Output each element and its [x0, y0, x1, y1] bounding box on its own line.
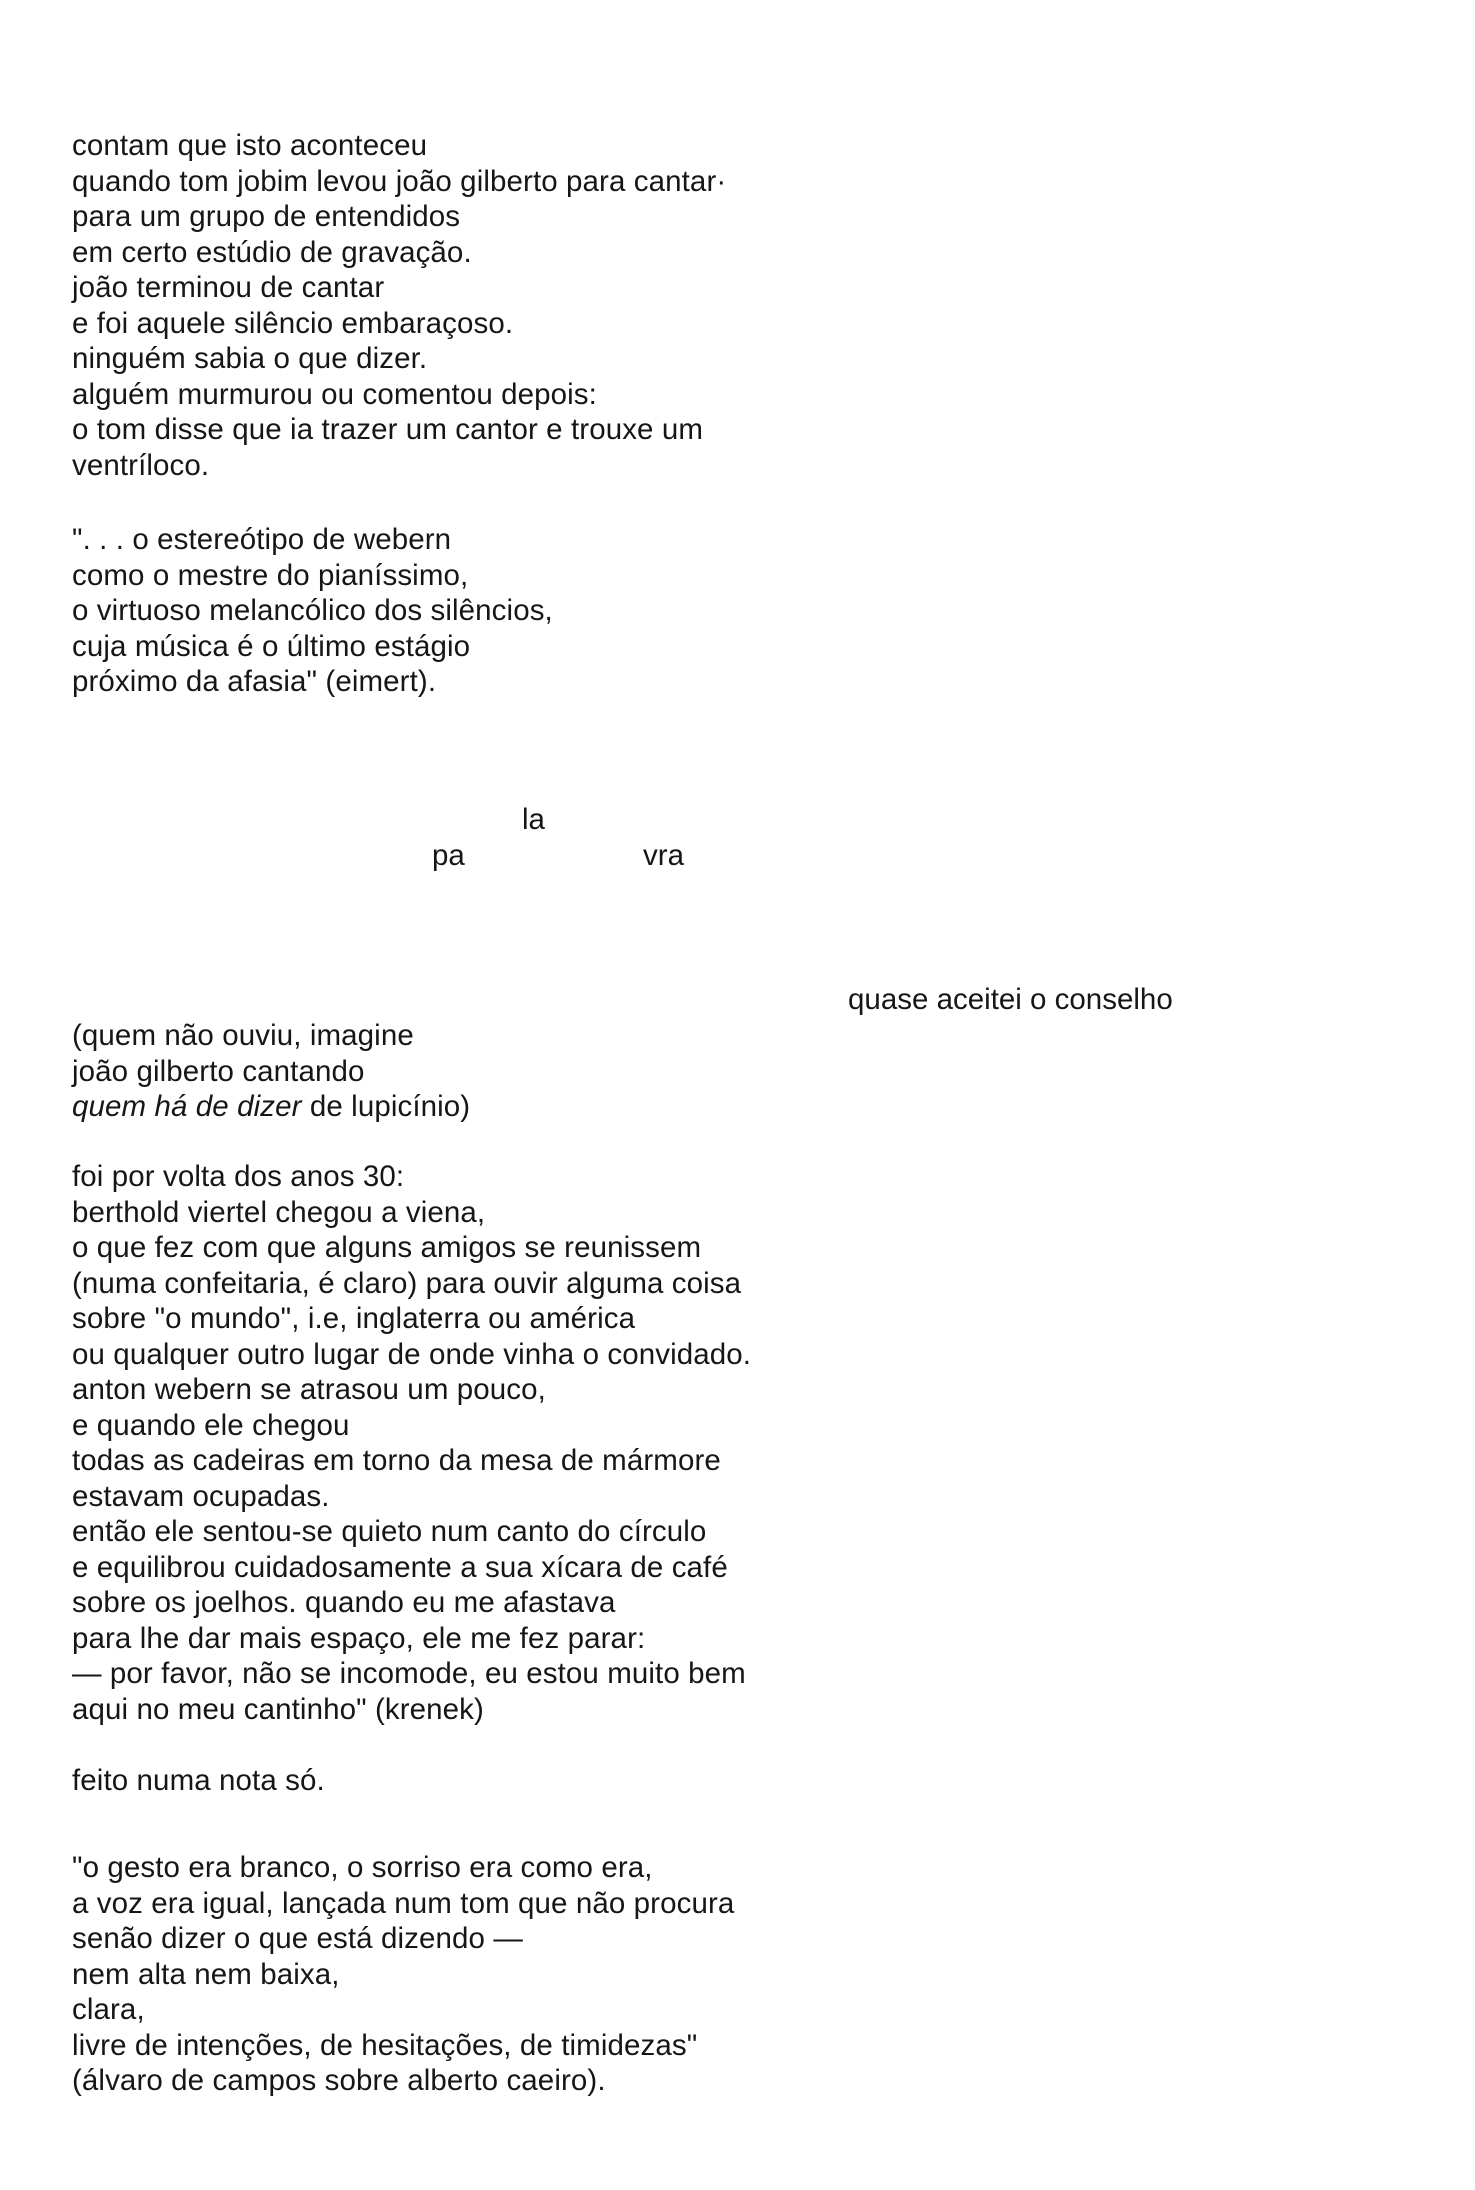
text-line: sobre "o mundo", i.e, inglaterra ou américa [72, 1302, 636, 1335]
text-line: todas as cadeiras em torno da mesa de mármore [72, 1444, 721, 1477]
text-line: contam que isto aconteceu [72, 129, 428, 162]
text-line: o que fez com que alguns amigos se reunissem [72, 1231, 702, 1264]
text-line: "o gesto era branco, o sorriso era como era, [72, 1851, 653, 1884]
text-line: ou qualquer outro lugar de onde vinha o convidado. [72, 1337, 752, 1371]
text-line: então ele sentou-se quieto num canto do círculo [72, 1515, 707, 1548]
text-line: o virtuoso melancólico dos silêncios, [72, 594, 553, 627]
text-line: livre de intenções, de hesitações, de timidezas" [72, 2028, 698, 2062]
stanza-joao-gilberto-story [72, 128, 726, 483]
stanza-eimert-quote [72, 522, 553, 700]
aside-note: quase aceitei o conselho [848, 983, 1173, 1016]
text-line: (quem não ouviu, imagine [72, 1019, 414, 1052]
text-line: senão dizer o que está dizendo — [72, 1922, 523, 1955]
text-line: e quando ele chegou [72, 1408, 350, 1442]
syllable-pa: pa [432, 839, 465, 872]
text-line: cuja música é o último estágio [72, 629, 471, 663]
text-line-mixed [72, 1089, 470, 1125]
text-line: quando tom jobim levou joão gilberto para cantar· [72, 164, 727, 198]
text-line: — por favor, não se incomode, eu estou muito bem [72, 1657, 746, 1690]
text-line: foi por volta dos anos 30: [72, 1160, 405, 1193]
text-line: o tom disse que ia trazer um cantor e trouxe um [72, 413, 704, 446]
text-line: joão gilberto cantando [72, 1054, 365, 1088]
text-line: (álvaro de campos sobre alberto caeiro). [72, 2064, 606, 2097]
text-line: sobre os joelhos. quando eu me afastava [72, 1586, 616, 1619]
text-line: ninguém sabia o que dizer. [72, 342, 428, 375]
text-line: e foi aquele silêncio embaraçoso. [72, 306, 514, 340]
text-line: joão terminou de cantar [72, 271, 385, 304]
text-fragment: de lupicínio) [301, 1090, 471, 1123]
text-line: próximo da afasia" (eimert). [72, 665, 437, 698]
text-line: berthold viertel chegou a viena, [72, 1195, 486, 1229]
text-line: nem alta nem baixa, [72, 1957, 340, 1991]
text-line: ". . . o estereótipo de webern [72, 523, 452, 556]
text-line: ventríloco. [72, 448, 210, 482]
text-line: estavam ocupadas. [72, 1479, 330, 1513]
stanza-krenek-anecdote [72, 1159, 751, 1727]
text-line: anton webern se atrasou um pouco, [72, 1373, 546, 1406]
text-line: (numa confeitaria, é claro) para ouvir alguma coisa [72, 1266, 742, 1300]
text-line: clara, [72, 1993, 145, 2026]
text-line: a voz era igual, lançada num tom que não procura [72, 1886, 735, 1920]
song-title-italic: quem há de dizer [72, 1090, 302, 1123]
text-line: em certo estúdio de gravação. [72, 235, 472, 269]
text-line: aqui no meu cantinho" (krenek) [72, 1692, 484, 1726]
text-line: para lhe dar mais espaço, ele me fez parar: [72, 1621, 646, 1655]
syllable-la: la [522, 803, 545, 836]
syllable-vra: vra [643, 839, 684, 872]
stanza-alvaro-de-campos-quote [72, 1850, 734, 2099]
text-line: como o mestre do pianíssimo, [72, 558, 469, 592]
stanza-single-note [72, 1763, 325, 1799]
text-line: para um grupo de entendidos [72, 200, 461, 233]
text-line: feito numa nota só. [72, 1764, 325, 1797]
stanza-parenthetical [72, 1018, 470, 1125]
text-line: e equilibrou cuidadosamente a sua xícara de café [72, 1550, 728, 1584]
text-line: alguém murmurou ou comentou depois: [72, 377, 597, 411]
